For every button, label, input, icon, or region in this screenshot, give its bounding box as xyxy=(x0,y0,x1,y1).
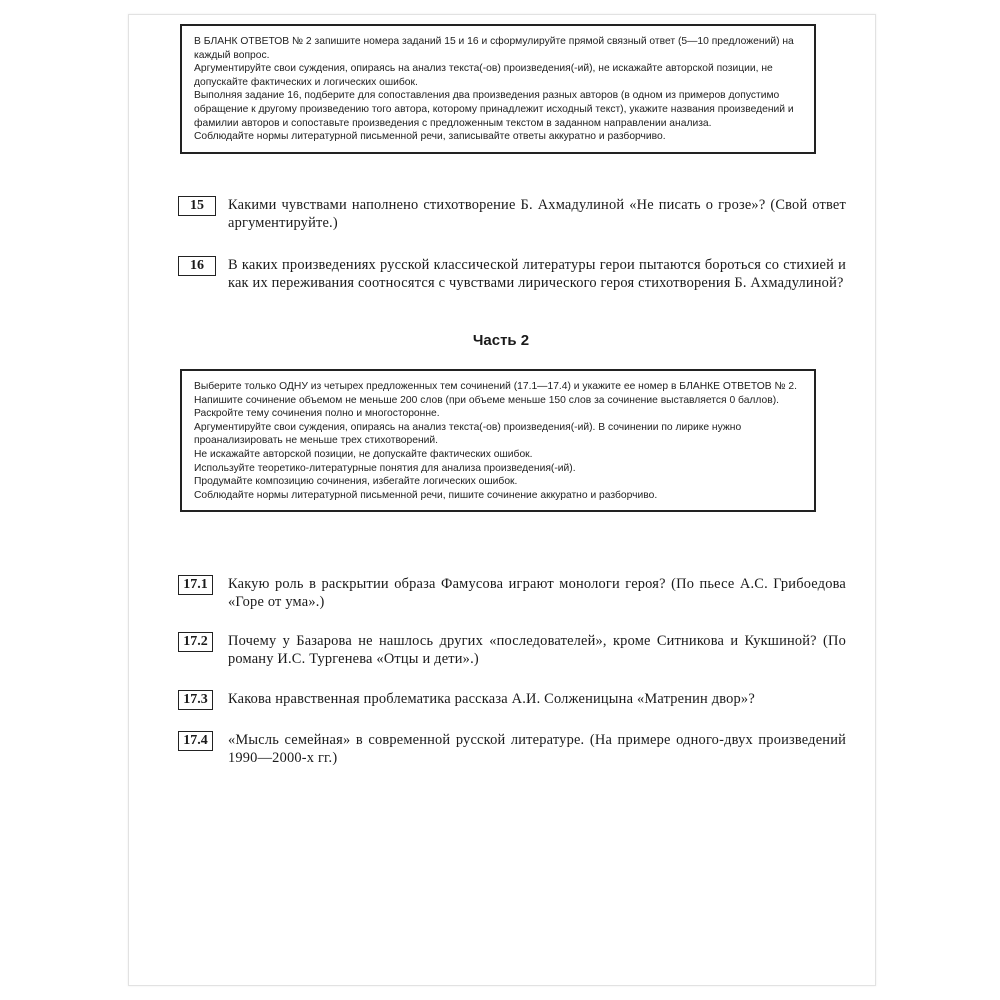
task-17-1 xyxy=(178,575,846,611)
task-text: В каких произведениях русской классической литературы герои пытаются бороться со стихией и как их переживания соотносятся с чувствами лирического героя стихотворения Б. Ахмадулиной? xyxy=(228,257,846,291)
task-number: 17.2 xyxy=(178,632,213,652)
task-17-3 xyxy=(178,690,846,708)
part-2-title: Часть 2 xyxy=(472,332,530,349)
task-text: Почему у Базарова не нашлось других «последователей», кроме Ситникова и Кукшиной? (По роману И.С. Тургенева «Отцы и дети».) xyxy=(228,633,846,667)
task-number: 15 xyxy=(178,196,216,216)
task-16 xyxy=(178,256,846,292)
task-number: 16 xyxy=(178,256,216,276)
instructions-box-part1 xyxy=(180,24,816,154)
instruction-line: В БЛАНК ОТВЕТОВ № 2 запишите номера заданий 15 и 16 и сформулируйте прямой связный ответ (5—10 предложений) на каждый вопрос. xyxy=(194,36,794,61)
instruction-line: Аргументируйте свои суждения, опираясь на анализ текста(-ов) произведения(-ий), не искажайте авторской позиции, не допускайте фактических и логических ошибок. xyxy=(194,63,773,88)
task-text: Какую роль в раскрытии образа Фамусова играют монологи героя? (По пьесе А.С. Грибоедова «Горе от ума».) xyxy=(228,576,846,610)
instruction-line: Соблюдайте нормы литературной письменной речи, записывайте ответы аккуратно и разборчиво. xyxy=(194,131,666,143)
instruction-line: Соблюдайте нормы литературной письменной речи, пишите сочинение аккуратно и разборчиво. xyxy=(194,489,658,501)
instruction-line: Продумайте композицию сочинения, избегайте логических ошибок. xyxy=(194,476,518,488)
instruction-line: Напишите сочинение объемом не меньше 200 слов (при объеме меньше 150 слов за сочинение выставляется 0 баллов). xyxy=(194,394,780,406)
task-15 xyxy=(178,196,846,232)
task-17-2 xyxy=(178,632,846,668)
task-text: Какими чувствами наполнено стихотворение Б. Ахмадулиной «Не писать о грозе»? (Свой ответ аргументируйте.) xyxy=(228,197,846,231)
instruction-line: Используйте теоретико-литературные понятия для анализа произведения(-ий). xyxy=(194,462,576,474)
task-number: 17.3 xyxy=(178,690,213,710)
instruction-line: Не искажайте авторской позиции, не допускайте фактических ошибок. xyxy=(194,448,533,460)
instruction-line: Выполняя задание 16, подберите для сопоставления два произведения разных авторов (в одном из примеров допустимо обращение к другому произведению того автора, которому принадлежит исходный текст), укажите названия произведений и фамилии авторов и сопоставьте произведения с предложенным текстом в заданном направлении анализа. xyxy=(194,90,794,129)
task-text: «Мысль семейная» в современной русской литературе. (На примере одного-двух произведений 1990—2000-х гг.) xyxy=(228,732,846,766)
instruction-line: Аргументируйте свои суждения, опираясь на анализ текста(-ов) произведения(-ий). В сочинении по лирике нужно проанализировать не меньше трех стихотворений. xyxy=(194,421,742,447)
task-number: 17.1 xyxy=(178,575,213,595)
instruction-line: Раскройте тему сочинения полно и многосторонне. xyxy=(194,408,440,420)
task-text: Какова нравственная проблематика рассказа А.И. Солженицына «Матренин двор»? xyxy=(228,691,755,707)
task-17-4 xyxy=(178,731,846,767)
instruction-line: Выберите только ОДНУ из четырех предложенных тем сочинений (17.1—17.4) и укажите ее номер в БЛАНКЕ ОТВЕТОВ № 2. xyxy=(194,381,797,392)
instructions-box-part2 xyxy=(180,369,816,512)
task-number: 17.4 xyxy=(178,731,213,751)
